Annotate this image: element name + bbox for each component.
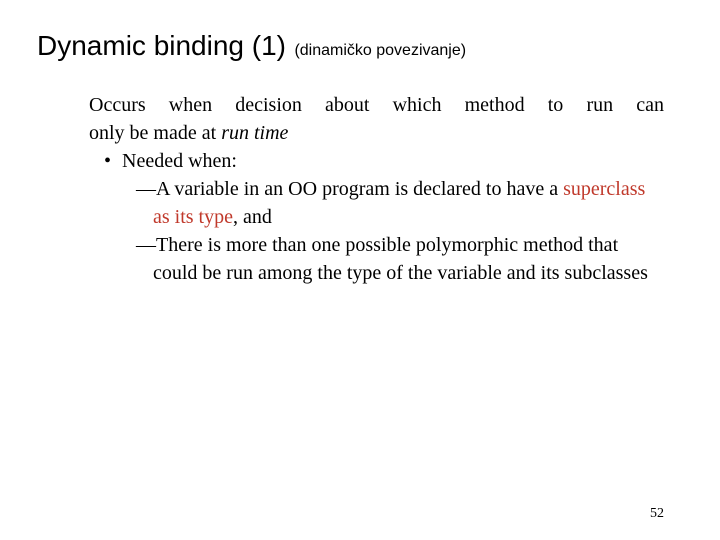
subpoint-2 (136, 231, 664, 287)
bullet-item (104, 147, 664, 175)
lead-line-2-prefix: only be made at (89, 122, 222, 144)
subpoint-1-marker: — (136, 178, 156, 200)
subpoint-1-highlight: superclass as its type (153, 178, 646, 228)
slide-body (89, 91, 664, 287)
run-time-emphasis: run time (221, 122, 289, 144)
lead-paragraph (89, 91, 664, 147)
title-translation: (dinamičko povezivanje) (294, 42, 467, 59)
bullet-marker: • (104, 150, 112, 172)
subpoint-2-text: There is more than one possible polymorphic method that could be run among the type of the variable and its subclasses (153, 234, 648, 284)
subpoint-1-text-after: , and (233, 206, 272, 228)
title-main: Dynamic binding (1) (37, 30, 286, 61)
subpoint-1 (136, 175, 664, 231)
subpoint-2-marker: — (136, 234, 156, 256)
slide-title (37, 30, 466, 62)
subpoint-1-text: A variable in an OO program is declared to have a (156, 178, 564, 200)
bullet-text: Needed when: (122, 150, 237, 172)
page-number: 52 (650, 506, 664, 521)
lead-line-1: Occurs when decision about which method to run can (89, 94, 664, 116)
